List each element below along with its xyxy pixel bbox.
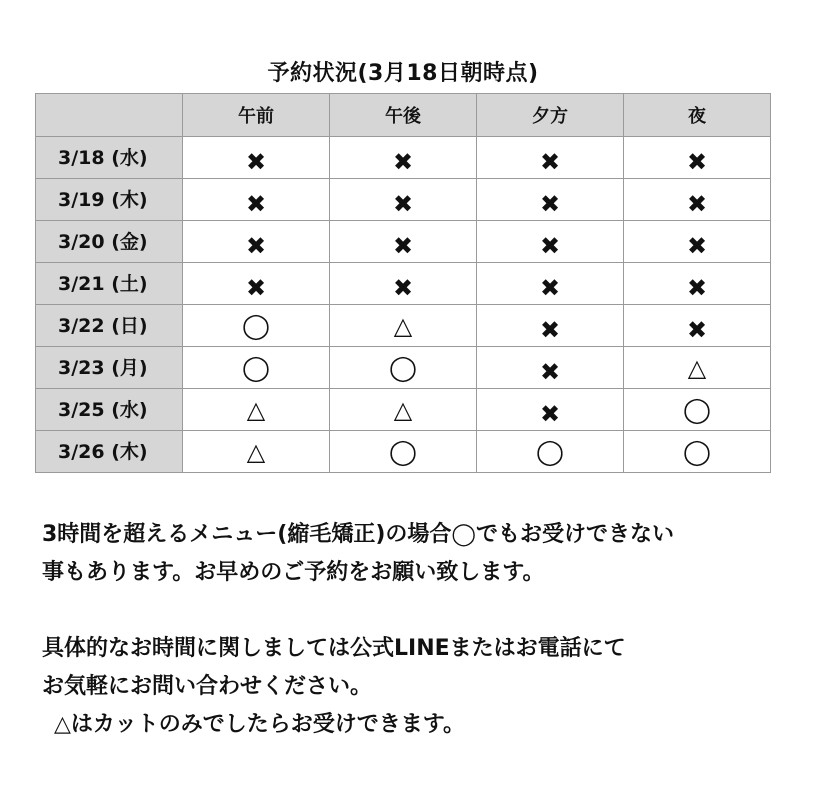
slot-cell — [624, 347, 771, 389]
date-cell: 3/25 (水) — [36, 389, 183, 431]
full-mark: ✖ — [686, 147, 708, 176]
available-mark: ◯ — [683, 395, 711, 424]
limited-mark: △ — [393, 395, 413, 424]
date-cell: 3/19 (木) — [36, 179, 183, 221]
slot-cell — [183, 305, 330, 347]
full-mark: ✖ — [686, 315, 708, 344]
limited-mark: △ — [246, 395, 266, 424]
available-mark: ◯ — [242, 311, 270, 340]
full-mark: ✖ — [392, 273, 414, 302]
slot-cell — [183, 389, 330, 431]
limited-mark: △ — [246, 437, 266, 466]
header-morning: 午前 — [183, 94, 330, 137]
full-mark: ✖ — [245, 189, 267, 218]
slot-cell — [624, 431, 771, 473]
table-row — [36, 431, 771, 473]
slot-cell — [477, 137, 624, 179]
slot-cell — [477, 179, 624, 221]
slot-cell — [624, 389, 771, 431]
available-mark: ◯ — [389, 437, 417, 466]
slot-cell — [183, 347, 330, 389]
table-row — [36, 179, 771, 221]
slot-cell — [183, 263, 330, 305]
limited-mark: △ — [687, 353, 707, 382]
slot-cell — [330, 137, 477, 179]
full-mark: ✖ — [245, 231, 267, 260]
full-mark: ✖ — [539, 189, 561, 218]
full-mark: ✖ — [245, 147, 267, 176]
slot-cell — [477, 263, 624, 305]
table-row — [36, 221, 771, 263]
slot-cell — [183, 431, 330, 473]
slot-cell — [330, 179, 477, 221]
full-mark: ✖ — [539, 231, 561, 260]
slot-cell — [330, 221, 477, 263]
table-row — [36, 347, 771, 389]
note-line: △はカットのみでしたらお受けできます。 — [54, 712, 465, 737]
header-afternoon: 午後 — [330, 94, 477, 137]
table-row — [36, 305, 771, 347]
full-mark: ✖ — [686, 189, 708, 218]
slot-cell — [183, 137, 330, 179]
slot-cell — [330, 431, 477, 473]
slot-cell — [330, 347, 477, 389]
slot-cell — [183, 179, 330, 221]
table-row — [36, 137, 771, 179]
date-cell: 3/20 (金) — [36, 221, 183, 263]
date-cell: 3/18 (水) — [36, 137, 183, 179]
notes-section — [42, 516, 802, 744]
full-mark: ✖ — [539, 399, 561, 428]
limited-mark: △ — [393, 311, 413, 340]
full-mark: ✖ — [392, 189, 414, 218]
table-row — [36, 263, 771, 305]
slot-cell — [477, 389, 624, 431]
date-cell: 3/22 (日) — [36, 305, 183, 347]
full-mark: ✖ — [392, 147, 414, 176]
slot-cell — [477, 221, 624, 263]
header-night: 夜 — [624, 94, 771, 137]
slot-cell — [330, 263, 477, 305]
date-cell: 3/23 (月) — [36, 347, 183, 389]
full-mark: ✖ — [686, 273, 708, 302]
slot-cell — [330, 389, 477, 431]
date-cell: 3/21 (土) — [36, 263, 183, 305]
slot-cell — [183, 221, 330, 263]
reservation-table — [35, 93, 771, 473]
note-line: 3時間を超えるメニュー(縮毛矯正)の場合◯でもお受けできない — [42, 522, 675, 547]
table-header-row — [36, 94, 771, 137]
note-line: お気軽にお問い合わせください。 — [42, 674, 373, 699]
available-mark: ◯ — [389, 353, 417, 382]
header-corner-cell — [36, 94, 183, 137]
header-evening: 夕方 — [477, 94, 624, 137]
full-mark: ✖ — [539, 147, 561, 176]
page-title: 予約状況(3月18日朝時点) — [267, 61, 539, 86]
slot-cell — [477, 347, 624, 389]
available-mark: ◯ — [242, 353, 270, 382]
slot-cell — [624, 305, 771, 347]
full-mark: ✖ — [245, 273, 267, 302]
date-cell: 3/26 (木) — [36, 431, 183, 473]
full-mark: ✖ — [686, 231, 708, 260]
slot-cell — [477, 305, 624, 347]
note-line: 事もあります。お早めのご予約をお願い致します。 — [42, 560, 545, 585]
slot-cell — [330, 305, 477, 347]
table-row — [36, 389, 771, 431]
full-mark: ✖ — [392, 231, 414, 260]
note-line: 具体的なお時間に関しましては公式LINEまたはお電話にて — [42, 636, 626, 661]
slot-cell — [624, 221, 771, 263]
available-mark: ◯ — [536, 437, 564, 466]
slot-cell — [624, 263, 771, 305]
full-mark: ✖ — [539, 315, 561, 344]
full-mark: ✖ — [539, 273, 561, 302]
full-mark: ✖ — [539, 357, 561, 386]
slot-cell — [477, 431, 624, 473]
available-mark: ◯ — [683, 437, 711, 466]
slot-cell — [624, 179, 771, 221]
slot-cell — [624, 137, 771, 179]
